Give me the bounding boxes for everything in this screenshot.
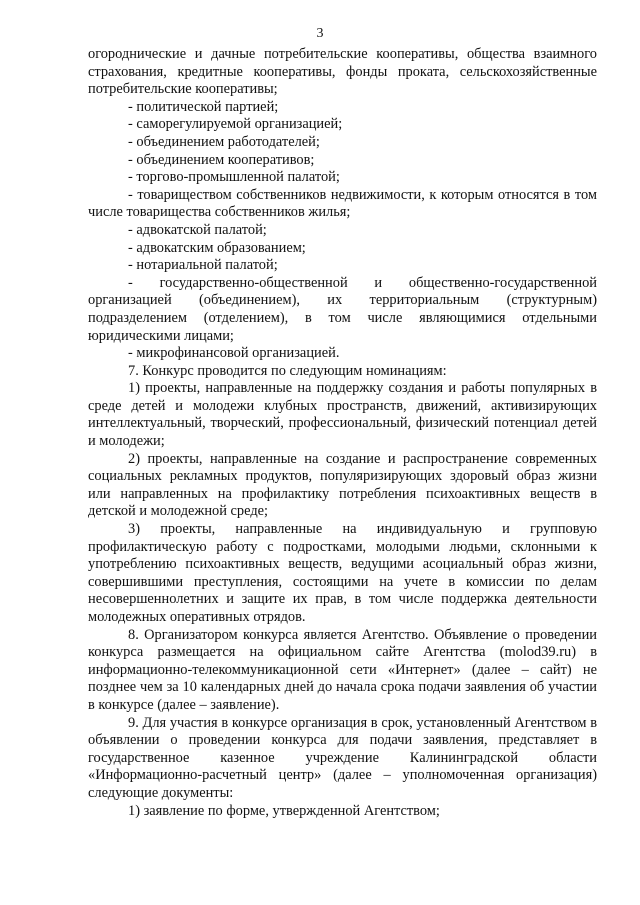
nomination-1: 1) проекты, направленные на поддержку создания и работы популярных в среде детей и молодежи клубных пространств, движений, активизирующих интеллектуальный, творческий, профессиональный, физический потенциал детей и молодежи; [88, 380, 597, 450]
list-item: - объединением работодателей; [128, 133, 320, 150]
nomination-3: 3) проекты, направленные на индивидуальную и групповую профилактическую работу с подростками, молодыми людьми, склонными к употреблению психоактивных веществ, ведущими асоциальный образ жизни, совершившими преступления, состоящими на учете в комиссии по делам несовершеннолетних и защите их прав, в том числе поддержка деятельности молодежных оперативных отрядов. [88, 521, 597, 625]
microfinance-item: - микрофинансовой организацией. [128, 345, 340, 362]
list-item: - адвокатской палатой; [128, 221, 267, 238]
section-7-heading: 7. Конкурс проводится по следующим номинациям: [128, 362, 447, 379]
nomination-2: 2) проекты, направленные на создание и распространение современных социальных рекламных продуктов, популяризирующих здоровый образ жизни или направленных на профилактику потребления психоактивных веществ в детской и молодежной среде; [88, 450, 597, 520]
section-9-paragraph: 9. Для участия в конкурсе организация в срок, установленный Агентством в объявлении о проведении конкурса для подачи заявления, представляет в государственное казенное учреждение Калининградской области «Информационно-расчетный центр» (далее – уполномоченная организация) следующие документы: [88, 714, 597, 801]
state-org-item: - государственно-общественной и общественно-государственной организацией (объединением), их территориальным (структурным) подразделением (отделением), в том числе являющимися отдельными юридическими лицами; [88, 274, 597, 344]
document-item-1: 1) заявление по форме, утвержденной Агентством; [128, 802, 440, 819]
intro-paragraph: огороднические и дачные потребительские кооперативы, общества взаимного страхования, кредитные кооперативы, фонды проката, сельскохозяйственные потребительские кооперативы; [88, 46, 597, 98]
list-item: - политической партией; [128, 98, 279, 115]
list-item: - объединением кооперативов; [128, 151, 315, 168]
list-item: - торгово-промышленной палатой; [128, 169, 340, 186]
section-8-paragraph: 8. Организатором конкурса является Агентство. Объявление о проведении конкурса размещается на официальном сайте Агентства (molod39.ru) в информационно-телекоммуникационной сети «Интернет» (далее – сайт) не позднее чем за 10 календарных дней до начала срока подачи заявления об участии в конкурсе (далее – заявление). [88, 626, 597, 713]
list-item: - адвокатским образованием; [128, 239, 306, 256]
page-number: 3 [316, 26, 324, 41]
tszh-item: - товариществом собственников недвижимости, к которым относятся в том числе товарищества собственников жилья; [88, 186, 597, 221]
list-item: - нотариальной палатой; [128, 257, 278, 274]
document-body [88, 46, 597, 820]
list-item: - саморегулируемой организацией; [128, 116, 343, 133]
